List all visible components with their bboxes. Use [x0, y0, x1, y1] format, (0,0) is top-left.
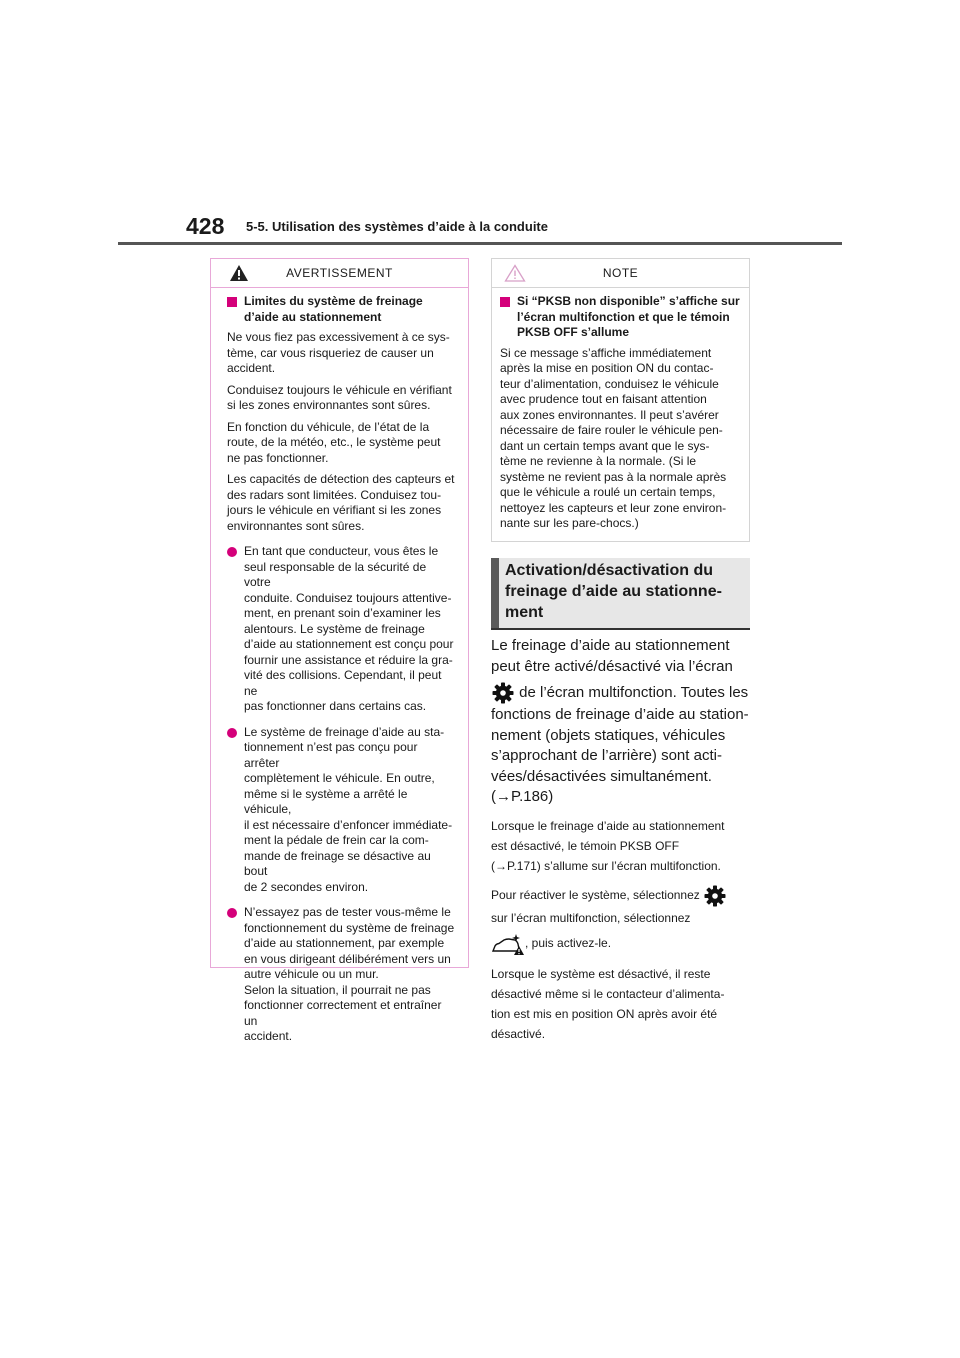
reactivate-line: Pour réactiver le système, sélectionnez — [491, 884, 751, 908]
header-rule — [118, 242, 842, 245]
section-heading-text: Activation/désactivation du freinage d’aide au stationne- ment — [505, 562, 722, 621]
bullet-dot-icon — [227, 547, 237, 557]
section-title: 5-5. Utilisation des systèmes d’aide à la conduite — [246, 219, 548, 234]
reactivate-line-3: , puis activez-le. — [491, 932, 751, 956]
warning-subheading: Limites du système de freinage d’aide au stationnement — [227, 294, 455, 325]
reactivate-line-2: sur l’écran multifonction, sélectionnez — [491, 910, 691, 925]
warning-header — [211, 259, 468, 288]
paragraph-disabled: Lorsque le système est désactivé, il reste désactivé même si le contacteur d’alimenta- tion est mis en position ON après avoir été désactivé. — [491, 966, 725, 1041]
bullet-dot-icon — [227, 908, 237, 918]
intro-text: fonctions de freinage d’aide au station- nement (objets statiques, véhicules s’approchant de l’arrière) sont acti- vées/désactivées simultanément. (→P.186) — [491, 706, 749, 805]
note-subheading: Si “PKSB non disponible” s’affiche sur l’écran multifonction et que le témoin PKSB OFF s’allume — [500, 294, 741, 341]
note-triangle-icon — [504, 264, 526, 282]
heading-accent-bar — [491, 558, 499, 628]
warning-box — [210, 258, 469, 1043]
bullet-dot-icon — [227, 728, 237, 738]
warning-paragraph: Ne vous fiez pas excessivement à ce sys- tème, car vous risqueriez de causer un accident. — [227, 330, 450, 375]
intro-text-line: de l’écran multifonction. Toutes les — [491, 681, 751, 705]
gear-icon — [491, 681, 515, 705]
note-box — [491, 258, 750, 542]
section-heading — [491, 558, 750, 630]
warning-triangle-icon — [229, 264, 249, 282]
paragraph-pksb-off: Lorsque le freinage d’aide au stationnement est désactivé, le témoin PKSB OFF (→P.171) s’allume sur l’écran multifonction. — [491, 818, 725, 873]
gear-icon — [703, 884, 727, 908]
square-bullet-icon — [500, 297, 510, 307]
warning-bullet: N’essayez pas de tester vous-même le fonctionnement du système de freinage d’aide au stationnement, par exemple en vous dirigeant délibérément vers un autre véhicule ou un mur. Selon la situation, il pourrait ne pas fonctionner correctement et entraîner un accident. — [227, 905, 455, 1045]
intro-text: Le freinage d’aide au stationnement peut être activé/désactivé via l’écran — [491, 637, 733, 675]
warning-bullet: Le système de freinage d’aide au sta- tionnement n’est pas conçu pour arrêter complètement le véhicule. En outre, même si le système a arrêté le véhicule, il est nécessaire d’enfoncer immédiate- ment la pédale de frein car la com- mande de freinage se désactive au bout de 2 secondes environ. — [227, 725, 455, 896]
warning-paragraph: Les capacités de détection des capteurs et des radars sont limitées. Conduisez tou- jours le véhicule en vérifiant si les zones environnantes sont sûres. — [227, 472, 455, 533]
warning-title: AVERTISSEMENT — [286, 266, 393, 280]
warning-paragraph: En fonction du véhicule, de l’état de la route, de la météo, etc., le système peut ne pas fonctionner. — [227, 419, 441, 465]
note-header — [492, 259, 749, 288]
note-text: Si ce message s’affiche immédiatement après la mise en position ON du contac- teur d’alimentation, conduisez le véhicule avec prudence tout en faisant attention aux zones environnantes. Il peut s’avérer nécessaire de faire rouler le véhicule pen- dant un certain temps avant que le sys- tème ne revienne à la normale. (Si le système ne revient pas à la normale après que le véhicule a roulé un certain temps, nettoyez les capteurs et leur zone environ- nante sur les pare-chocs.) — [500, 345, 727, 530]
square-bullet-icon — [227, 297, 237, 307]
body-column — [491, 636, 751, 1044]
pksb-car-icon — [491, 932, 525, 956]
page-number: 428 — [186, 213, 225, 239]
warning-paragraph: Conduisez toujours le véhicule en vérifiant si les zones environnantes sont sûres. — [227, 382, 452, 412]
warning-bullet: En tant que conducteur, vous êtes le seul responsable de la sécurité de votre conduite. Conduisez toujours attentive- ment, en prenant soin d’examiner les alentours. Le système de freinage d’aide au stationnement est conçu pour fournir une assistance et réduire la gra- vité des collisions. Cependant, il peut ne pas fonctionner dans certains cas. — [227, 544, 455, 715]
note-title: NOTE — [602, 266, 639, 280]
